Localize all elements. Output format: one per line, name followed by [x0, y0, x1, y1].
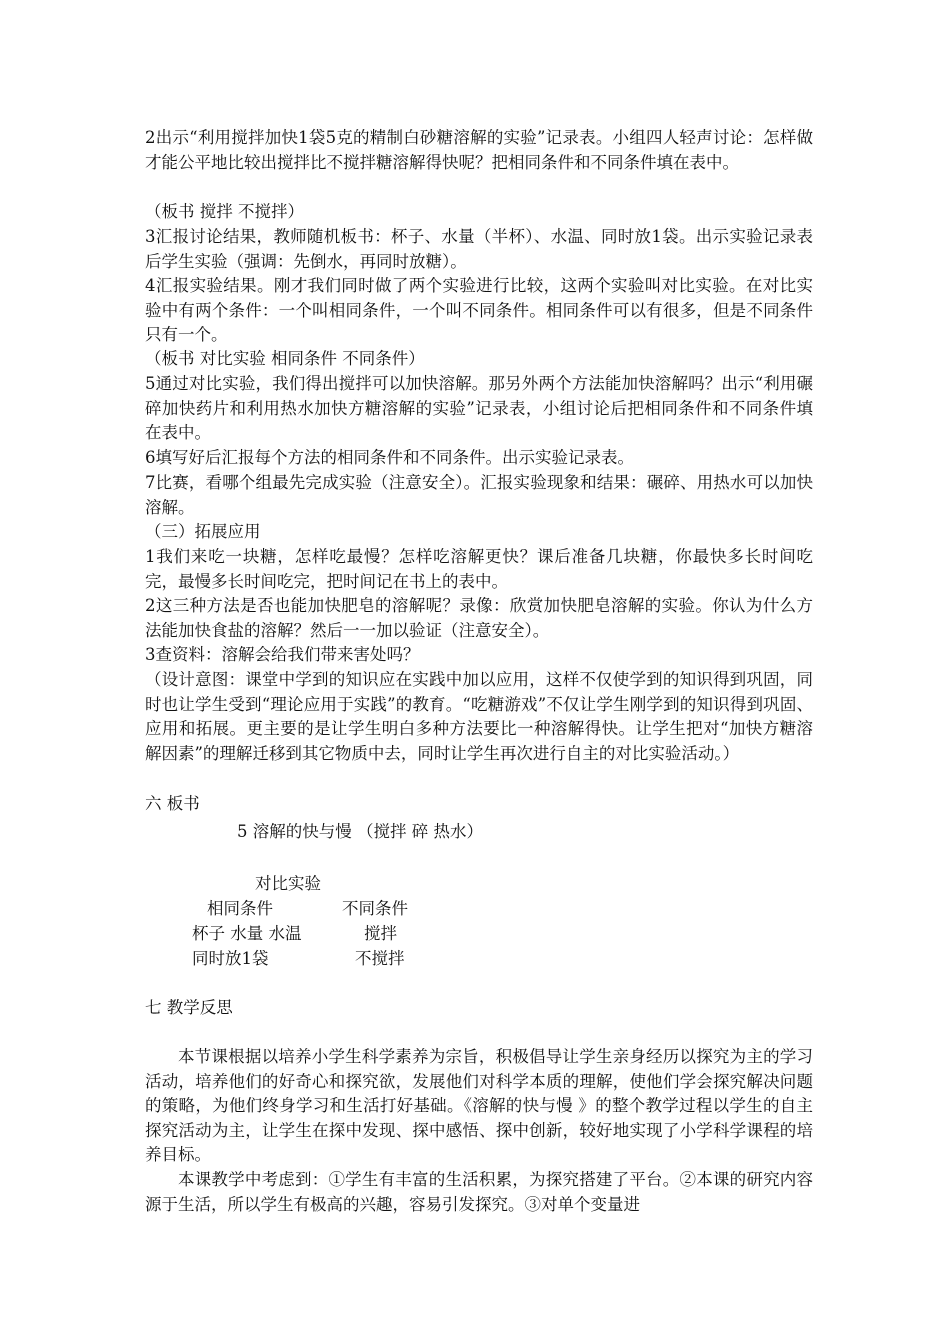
- paragraph-extension-3: 3查资料：溶解会给我们带来害处吗？: [145, 645, 420, 664]
- paragraph-step-6: 6填写好后汇报每个方法的相同条件和不同条件。出示实验记录表。: [145, 448, 634, 467]
- paragraph-step-7: 7比赛，看哪个组最先完成实验（注意安全）。汇报实验现象和结果：碾碎、用热水可以加快溶解。: [145, 473, 813, 517]
- paragraph-board-note-2: （板书 对比实验 相同条件 不同条件）: [145, 349, 425, 368]
- paragraph-step-4: 4汇报实验结果。刚才我们同时做了两个实验进行比较，这两个实验叫对比实验。在对比实验中有两个条件：一个叫相同条件，一个叫不同条件。相同条件可以有很多，但是不同条件只有一个。: [145, 276, 813, 344]
- paragraph-step-3: 3汇报讨论结果，教师随机板书：杯子、水量（半杯）、水温、同时放1袋。出示实验记录表后学生实验（强调：先倒水，再同时放糖）。: [145, 227, 813, 271]
- reflection-paragraph-2: 本课教学中考虑到：①学生有丰富的生活积累，为探究搭建了平台。②本课的研究内容源于生活，所以学生有极高的兴趣，容易引发探究。③对单个变量进: [145, 1170, 813, 1214]
- board-col-same: 相同条件: [207, 899, 273, 918]
- paragraph-board-note-1: （板书 搅拌 不搅拌）: [145, 202, 304, 221]
- section-heading-board: 六 板书: [145, 794, 200, 813]
- section-heading-extension: （三）拓展应用: [145, 522, 261, 541]
- paragraph-extension-1: 1我们来吃一块糖，怎样吃最慢？怎样吃溶解更快？课后准备几块糖，你最快多长时间吃完，最慢多长时间吃完，把时间记在书上的表中。: [145, 547, 813, 591]
- board-heading: 对比实验: [255, 874, 321, 893]
- board-row1-diff: 搅拌: [364, 924, 397, 943]
- board-row2-same: 同时放1袋: [192, 949, 269, 968]
- paragraph-step-5: 5通过对比实验，我们得出搅拌可以加快溶解。那另外两个方法能加快溶解吗？出示“利用碾碎加快药片和利用热水加快方糖溶解的实验”记录表，小组讨论后把相同条件和不同条件填在表中。: [145, 374, 813, 442]
- paragraph-extension-2: 2这三种方法是否也能加快肥皂的溶解呢？录像：欣赏加快肥皂溶解的实验。你认为什么方法能加快食盐的溶解？然后一一加以验证（注意安全）。: [145, 596, 813, 640]
- reflection-paragraph-1: 本节课根据以培养小学生科学素养为宗旨，积极倡导让学生亲身经历以探究为主的学习活动，培养他们的好奇心和探究欲，发展他们对科学本质的理解，使他们学会探究解决问题的策略，为他们终身学习和生活打好基础。《溶解的快与慢 》的整个教学过程以学生的自主探究活动为主，让学生在探中发现、探中感悟、探中创新，较好地实现了小学科学课程的培养目标。: [145, 1047, 813, 1164]
- board-row1-same: 杯子 水量 水温: [192, 924, 302, 943]
- board-col-diff: 不同条件: [342, 899, 408, 918]
- section-heading-reflection: 七 教学反思: [145, 998, 233, 1017]
- paragraph-design-intent: （设计意图：课堂中学到的知识应在实践中加以应用，这样不仅使学到的知识得到巩固，同时也让学生受到“理论应用于实践”的教育。“吃糖游戏”不仅让学生刚学到的知识得到巩固、应用和拓展。更主要的是让学生明白多种方法要比一种溶解得快。让学生把对“加快方糖溶解因素”的理解迁移到其它物质中去，同时让学生再次进行自主的对比实验活动。）: [145, 670, 813, 763]
- board-row2-diff: 不搅拌: [355, 949, 405, 968]
- paragraph-step-2: 2出示“利用搅拌加快1袋5克的精制白砂糖溶解的实验”记录表。小组四人轻声讨论：怎样做才能公平地比较出搅拌比不搅拌糖溶解得快呢？把相同条件和不同条件填在表中。: [145, 128, 813, 172]
- board-title: 5 溶解的快与慢 （搅拌 碎 热水）: [237, 822, 483, 841]
